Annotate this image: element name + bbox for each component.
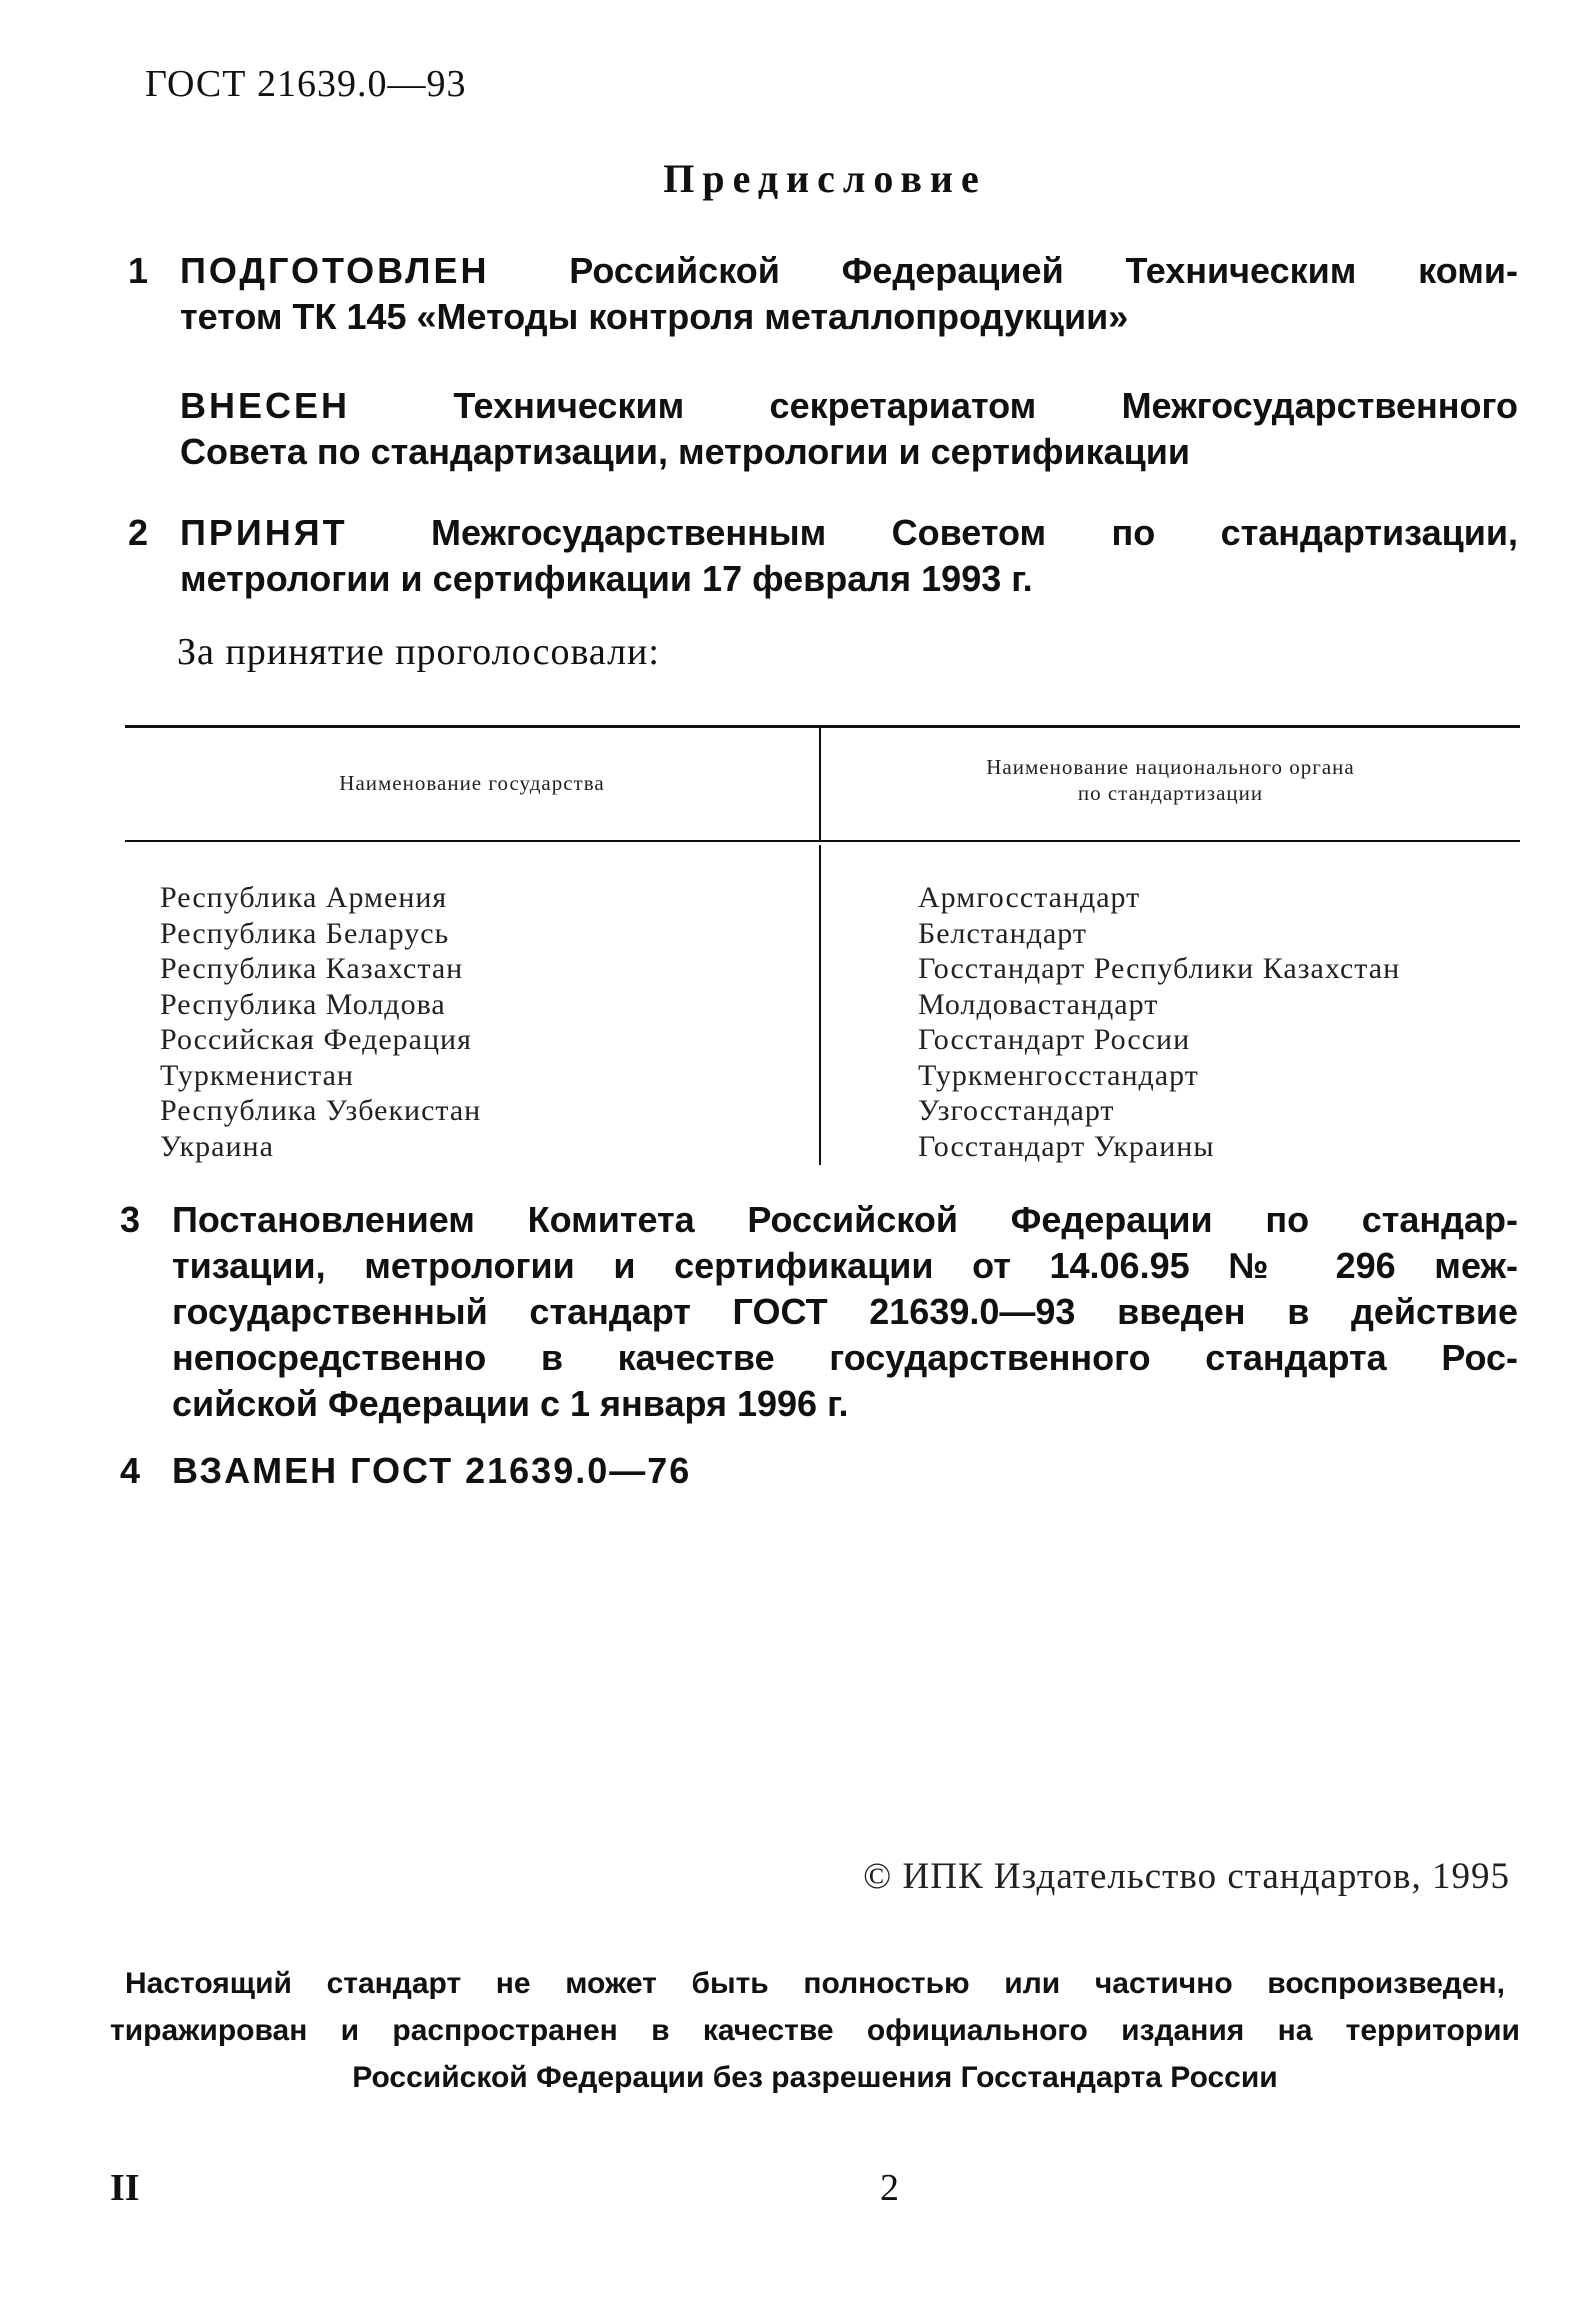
- page-title: Предисловие: [663, 156, 987, 201]
- column-header-body: [821, 754, 1520, 806]
- list-item: Российская Федерация: [160, 1023, 472, 1056]
- copyright-line: © ИПК Издательство стандартов, 1995: [863, 1856, 1510, 1897]
- states-list: [160, 880, 481, 1164]
- column-header-line: Наименование национального органа: [986, 755, 1355, 779]
- list-item: Республика Беларусь: [160, 916, 450, 950]
- preface-item-4: [120, 1448, 1518, 1498]
- table-header-rule: [125, 840, 1520, 842]
- item-line: Постановлением Комитета Российской Федерации по стандар-: [172, 1199, 1518, 1240]
- table-top-rule: [125, 725, 1520, 728]
- table-column-divider-body: [819, 845, 821, 1165]
- list-item: Госстандарт Республики Казахстан: [918, 952, 1401, 985]
- item-line: тетом ТК 145 «Методы контроля металлопродукции»: [180, 296, 1129, 337]
- item-line: метрологии и сертификации 17 февраля 1993 г.: [180, 558, 1033, 599]
- list-item: Республика Узбекистан: [160, 1094, 482, 1127]
- reproduction-notice: [110, 1960, 1520, 2101]
- notice-line: Российской Федерации без разрешения Госстандарта России: [352, 2061, 1278, 2094]
- list-item: Украина: [160, 1129, 274, 1163]
- item-line: ВЗАМЕН ГОСТ 21639.0—76: [172, 1450, 692, 1491]
- list-item: Республика Казахстан: [160, 952, 464, 985]
- item-number: 4: [120, 1450, 141, 1491]
- list-item: Республика Молдова: [160, 987, 446, 1021]
- column-header-state: Наименование государства: [339, 771, 605, 795]
- item-line: государственный стандарт ГОСТ 21639.0—93 введен в действие: [172, 1291, 1518, 1332]
- preface-item-3: [120, 1197, 1518, 1437]
- list-item: Молдовастандарт: [918, 987, 1159, 1021]
- item-number: 1: [128, 250, 149, 291]
- item-number: 3: [120, 1199, 141, 1240]
- list-item: Госстандарт Украины: [918, 1129, 1215, 1163]
- column-header-line: по стандартизации: [1077, 781, 1264, 805]
- item-text: Межгосударственным Советом по стандартизации,: [430, 512, 1518, 553]
- list-item: Туркменистан: [160, 1058, 354, 1092]
- bodies-list: [918, 880, 1400, 1164]
- list-item: Белстандарт: [918, 916, 1087, 950]
- item-line: тизации, метрологии и сертификации от 14.06.95 № 296 меж-: [172, 1245, 1518, 1286]
- list-item: Армгосстандарт: [918, 881, 1141, 914]
- item-line: Совета по стандартизации, метрологии и сертификации: [180, 431, 1191, 472]
- document-code: ГОСТ 21639.0—93: [145, 63, 467, 105]
- list-item: Госстандарт России: [918, 1023, 1191, 1056]
- notice-line: тиражирован и распространен в качестве официального издания на территории: [110, 2014, 1520, 2047]
- list-item: Туркменгосстандарт: [918, 1058, 1199, 1092]
- vote-heading: За принятие проголосовали:: [177, 631, 660, 673]
- item-line: сийской Федерации с 1 января 1996 г.: [172, 1383, 849, 1424]
- item-lead: ПОДГОТОВЛЕН: [180, 250, 490, 291]
- notice-line: Настоящий стандарт не может быть полностью или частично воспроизведен,: [125, 1967, 1505, 2000]
- list-item: Узгосстандарт: [918, 1094, 1115, 1127]
- item-line: непосредственно в качестве государственного стандарта Рос-: [172, 1337, 1518, 1378]
- list-item: Республика Армения: [160, 881, 448, 914]
- item-lead: ПРИНЯТ: [180, 512, 348, 553]
- item-number: 2: [128, 512, 149, 553]
- page-number: 2: [880, 2167, 899, 2209]
- item-lead: ВНЕСЕН: [180, 385, 351, 426]
- footer-mark: II: [110, 2167, 140, 2209]
- item-text: Российской Федерацией Техническим коми-: [569, 250, 1518, 291]
- item-text: Техническим секретариатом Межгосударственного: [453, 385, 1518, 426]
